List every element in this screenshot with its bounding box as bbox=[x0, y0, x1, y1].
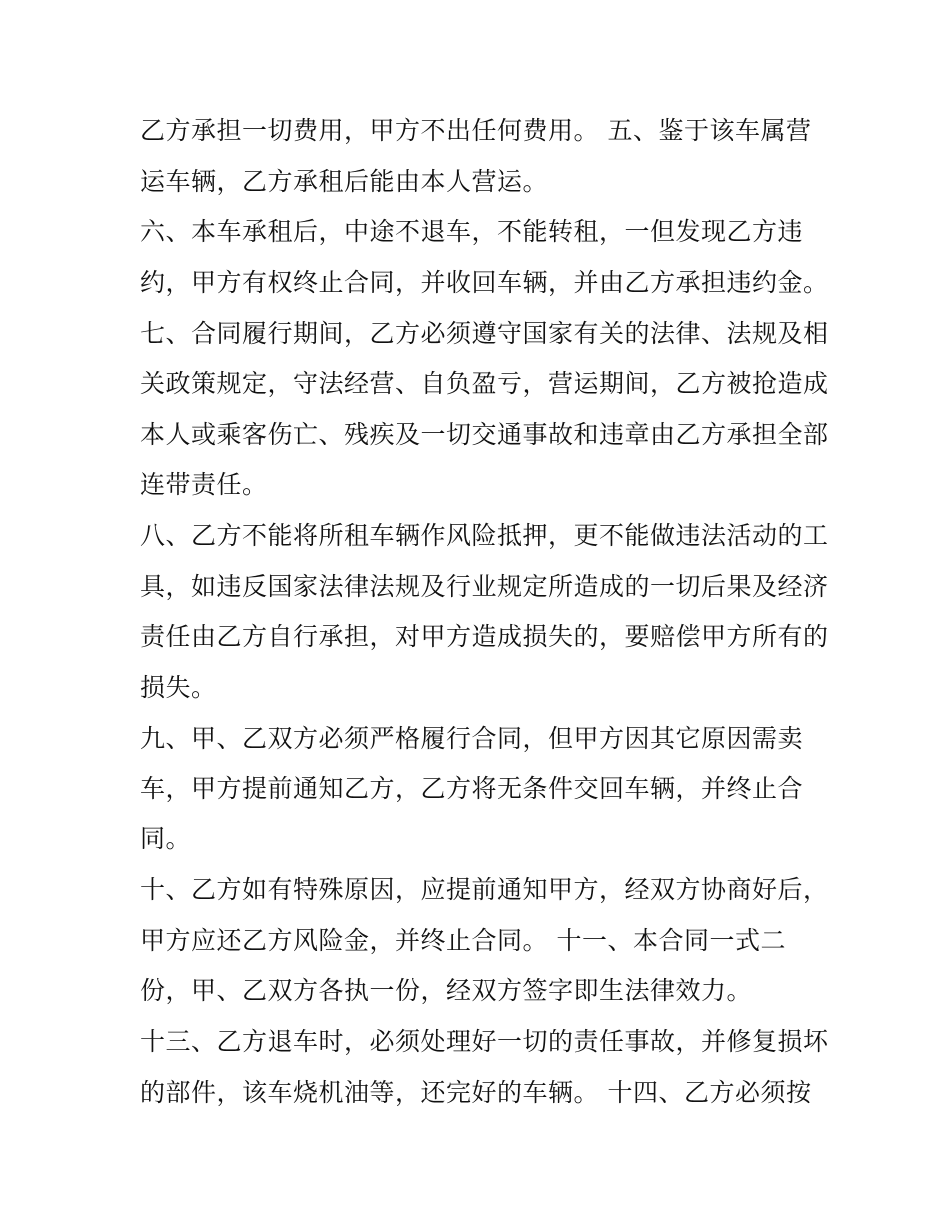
text-line: 本人或乘客伤亡、残疾及一切交通事故和违章由乙方承担全部 bbox=[140, 420, 829, 449]
text-line: 九、甲、乙双方必须严格履行合同，但甲方因其它原因需卖 bbox=[140, 724, 804, 753]
text-line: 约，甲方有权终止合同，并收回车辆，并由乙方承担违约金。 bbox=[140, 268, 829, 297]
text-line: 六、本车承租后，中途不退车，不能转租，一但发现乙方违 bbox=[140, 217, 804, 246]
text-line: 八、乙方不能将所租车辆作风险抵押，更不能做违法活动的工 bbox=[140, 521, 829, 550]
text-line: 十三、乙方退车时，必须处理好一切的责任事故，并修复损坏 bbox=[140, 1027, 829, 1056]
text-line: 连带责任。 bbox=[140, 470, 268, 499]
text-line: 同。 bbox=[140, 824, 192, 853]
text-line: 损失。 bbox=[140, 673, 217, 702]
text-line: 具，如违反国家法律法规及行业规定所造成的一切后果及经济 bbox=[140, 572, 829, 601]
text-line: 乙方承担一切费用，甲方不出任何费用。 五、鉴于该车属营 bbox=[140, 116, 812, 145]
text-line: 责任由乙方自行承担，对甲方造成损失的，要赔偿甲方所有的 bbox=[140, 622, 829, 651]
text-line: 份，甲、乙双方各执一份，经双方签字即生法律效力。 bbox=[140, 976, 753, 1005]
text-line: 七、合同履行期间，乙方必须遵守国家有关的法律、法规及相 bbox=[140, 319, 829, 348]
text-line: 关政策规定，守法经营、自负盈亏，营运期间，乙方被抢造成 bbox=[140, 369, 829, 398]
text-line: 甲方应还乙方风险金，并终止合同。 十一、本合同一式二 bbox=[140, 926, 786, 955]
text-line: 十、乙方如有特殊原因，应提前通知甲方，经双方协商好后， bbox=[140, 875, 829, 904]
text-line: 运车辆，乙方承租后能由本人营运。 bbox=[140, 167, 549, 196]
text-line: 的部件，该车烧机油等，还完好的车辆。 十四、乙方必须按 bbox=[140, 1078, 812, 1107]
text-line: 车，甲方提前通知乙方，乙方将无条件交回车辆，并终止合 bbox=[140, 774, 804, 803]
